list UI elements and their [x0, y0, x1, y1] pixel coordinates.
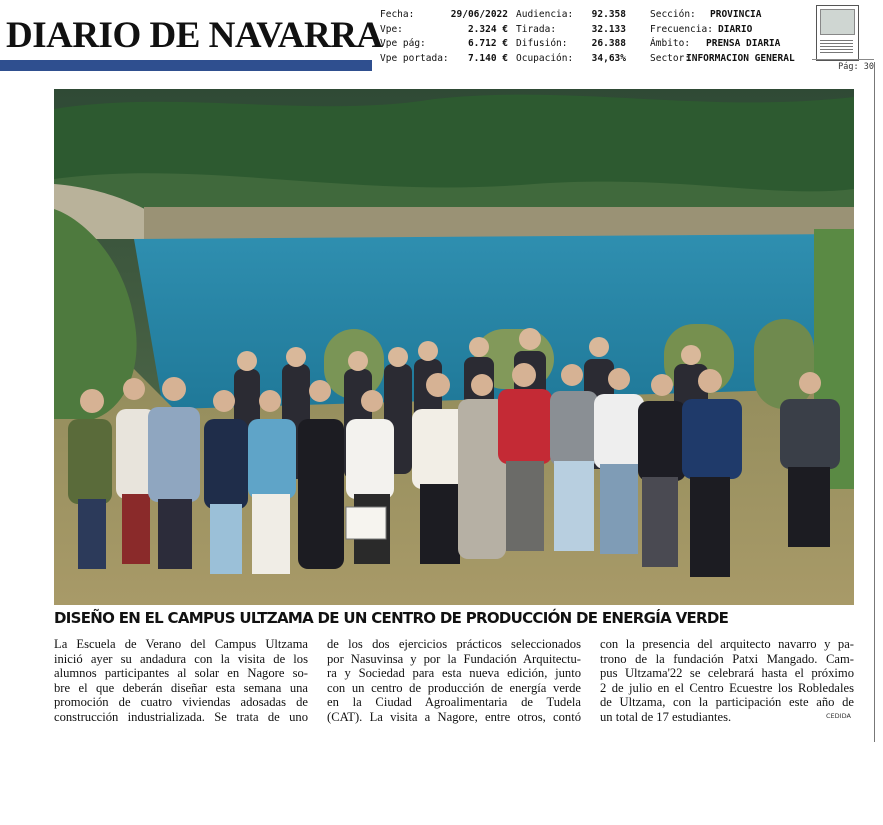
meta-row-difusion [516, 37, 626, 52]
text-line: por Nasuvinsa y por la Fundación Arquitectu- [327, 651, 581, 666]
meta-label: Tirada: [516, 23, 557, 35]
article-column-1 [54, 637, 308, 725]
meta-label: Vpe portada: [380, 52, 449, 64]
text-line: con un centro de producción de energía verde [327, 680, 581, 695]
meta-value: 32.133 [591, 23, 626, 35]
text-line: con la presencia del arquitecto navarro y pa- [600, 637, 854, 651]
meta-label: Ámbito: [650, 38, 691, 49]
meta-label: Ocupación: [516, 52, 574, 64]
meta-row-vpe [380, 23, 508, 38]
meta-value: 2.324 € [467, 23, 508, 35]
meta-row-tirada [516, 23, 626, 38]
meta-label: Vpe: [380, 23, 403, 35]
meta-value: PROVINCIA [710, 9, 762, 20]
meta-value: 6.712 € [467, 38, 508, 49]
meta-label: Sección: [650, 9, 696, 20]
text-line: un total de 17 estudiantes. [600, 709, 732, 724]
masthead-title: DIARIO DE NAVARRA [6, 15, 383, 56]
page-number: Pág: 30 [812, 59, 874, 74]
text-line: construcción industrializada. Se trata de uno [54, 709, 308, 724]
meta-row-vpe-portada [380, 52, 508, 67]
meta-row-fecha [380, 8, 508, 23]
column-rule [874, 62, 875, 742]
text-line: inició ayer su andadura con la visita de los [54, 651, 308, 666]
page-thumbnail [816, 5, 859, 61]
meta-row-ambito [650, 37, 795, 52]
group-photo [54, 89, 854, 605]
text-line: de Ultzama, con la participación este año de [600, 695, 854, 710]
text-line: (CAT). La visita a Nagore, entre otros, contó [327, 709, 581, 724]
thumbnail-image [820, 9, 855, 35]
text-line: ra y Sociedad para esta nueva edición, junto [327, 666, 581, 681]
meta-value: PRENSA DIARIA [706, 38, 781, 49]
meta-label: Fecha: [380, 9, 415, 20]
text-line: de los dos ejercicios prácticos seleccionados [327, 637, 581, 651]
meta-label: Sector: [650, 52, 691, 64]
meta-row-sector [650, 52, 795, 67]
meta-row-frecuencia [650, 23, 795, 38]
meta-row-ocupacion [516, 52, 626, 67]
meta-value: DIARIO [718, 23, 753, 35]
text-line: 2 de julio en el Centro Ecuestre los Robledales [600, 680, 854, 695]
text-line: La Escuela de Verano del Campus Ultzama [54, 637, 308, 651]
masthead-bar [0, 60, 372, 71]
article-column-3 [600, 637, 854, 725]
meta-label: Audiencia: [516, 9, 574, 20]
meta-block-middle [516, 8, 626, 66]
text-line: pus Ultzama'22 se celebrará hasta el próximo [600, 666, 854, 681]
photo-credit: CEDIDA [826, 712, 851, 720]
meta-value: 7.140 € [467, 52, 508, 64]
meta-value: 34,63% [591, 52, 626, 64]
text-line: en la Ciudad Agroalimentaria de Tudela [327, 695, 581, 710]
article-headline: DISEÑO EN EL CAMPUS ULTZAMA DE UN CENTRO DE PRODUCCIÓN DE ENERGÍA VERDE [54, 609, 729, 627]
meta-label: Frecuencia: [650, 23, 713, 35]
thumbnail-text-lines [820, 40, 853, 54]
meta-label: Difusión: [516, 38, 568, 49]
text-line: trono de la fundación Patxi Mangado. Cam- [600, 651, 854, 666]
meta-row-seccion [650, 8, 795, 23]
meta-block-left [380, 8, 508, 66]
meta-row-audiencia [516, 8, 626, 23]
meta-label: Vpe pág: [380, 38, 426, 49]
meta-value: 92.358 [591, 9, 626, 20]
meta-block-right [650, 8, 795, 66]
meta-row-vpe-pag [380, 37, 508, 52]
article-column-2 [327, 637, 581, 725]
meta-value: 26.388 [591, 38, 626, 49]
text-line: alumnos participantes al solar en Nagore so- [54, 666, 308, 681]
meta-value: INFORMACION GENERAL [686, 52, 795, 64]
meta-value: 29/06/2022 [450, 9, 508, 20]
text-line: bre el que deberán diseñar esta semana una [54, 680, 308, 695]
text-line: promoción de cuatro viviendas adosadas de [54, 695, 308, 710]
